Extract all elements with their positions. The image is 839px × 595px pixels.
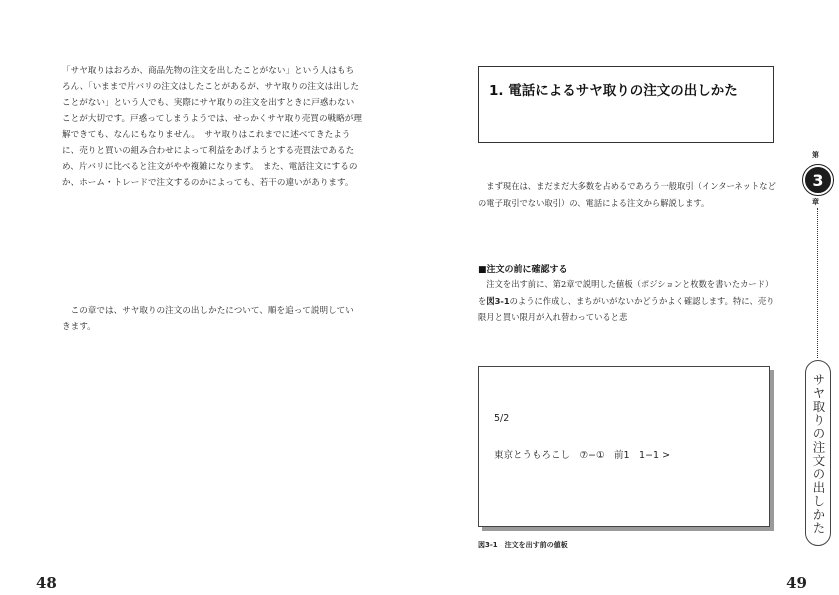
figure-card (478, 366, 770, 527)
subheading: ■注文の前に確認する (478, 265, 568, 275)
left-paragraph-1: 「サヤ取りはおろか、商品先物の注文を出したことがない」という人はもちろん、「いままで片バリの注文はしたことがあるが、サヤ取りの注文は出したことがない」という人でも、実際にサヤ取りの注文を出すときに戸惑わないことが大切です。戸惑ってしまうようでは、せっかくサヤ取り売買の戦略が理解できても、なんにもなりません。 サヤ取りはこれまでに述べてきたように、売りと買いの組み合わせによって利益をあげようとする売買法であるため、片バリに比べると注文がやや複雑になります。 また、電話注文にするのか、ホーム・トレードで注文するのかによっても、若干の違いがあります。 (62, 66, 362, 188)
section-title-box (478, 66, 774, 143)
figure-order-line: 東京とうもろこし ⑦−① 前1 1−1 > (494, 450, 671, 461)
chapter-label-top: 第 (812, 151, 819, 159)
chapter-dotted-divider (817, 208, 818, 358)
intro-paragraph: まず現在は、まだまだ大多数を占めるであろう一般取引（インターネットなどの電子取引でない取引）の、電話による注文から解説します。 (478, 181, 776, 208)
figure-caption: 図3-1 注文を出す前の値板 (478, 541, 568, 549)
chapter-number-badge: 3 (803, 165, 833, 195)
chapter-title-vertical: サヤ取りの注文の出しかた (811, 373, 826, 535)
body-text-after: のように作成し、まちがいがないかどうかよく確認します。特に、売り限月と買い限月が入れ替わっていると悲 (478, 295, 775, 322)
body-paragraph (478, 276, 776, 326)
figure-date: 5/2 (494, 413, 510, 424)
left-paragraph-2: この章では、サヤ取りの注文の出しかたについて、順を追って説明していきます。 (62, 306, 354, 332)
page-number-right: 49 (786, 574, 807, 592)
body-text-before: 注文を出す前に、第2章で説明した値板（ポジションと枚数を書いたカード）を (478, 279, 774, 306)
chapter-label-bottom: 章 (812, 198, 819, 206)
right-page (419, 0, 839, 595)
page-number-left: 48 (36, 574, 57, 592)
figure-reference: 図3-1 (486, 295, 510, 306)
chapter-side-tab (805, 360, 831, 546)
left-page (0, 0, 419, 595)
section-title: 1. 電話によるサヤ取りの注文の出しかた (489, 83, 738, 99)
